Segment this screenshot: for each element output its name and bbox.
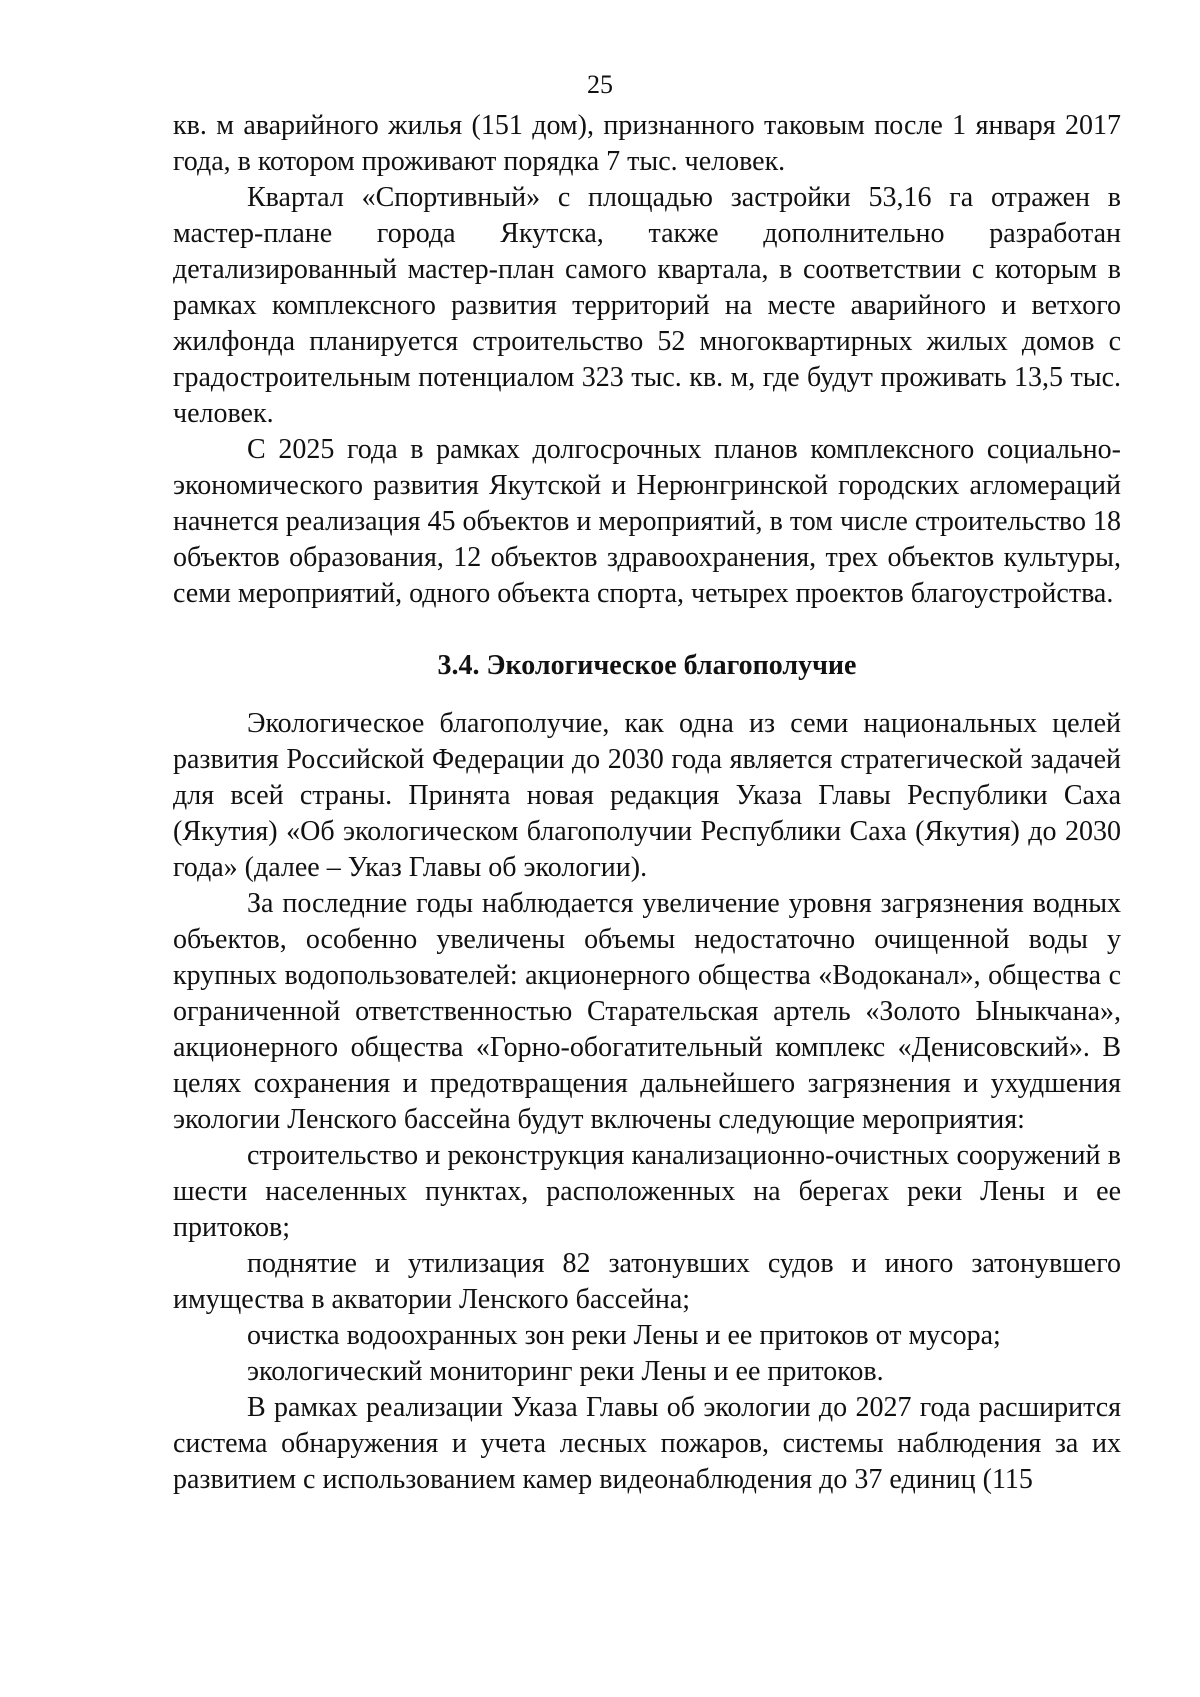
paragraph: кв. м аварийного жилья (151 дом), признанного таковым после 1 января 2017 года, в котором проживают порядка 7 тыс. человек. bbox=[173, 110, 1121, 177]
list-item: строительство и реконструкция канализационно-очистных сооружений в шести населенных пунктах, расположенных на берегах реки Лены и ее притоков; bbox=[173, 1140, 1121, 1243]
page-number: 25 bbox=[587, 70, 613, 99]
list-item: экологический мониторинг реки Лены и ее притоков. bbox=[247, 1356, 884, 1387]
section-text-housing bbox=[173, 108, 1121, 612]
paragraph: С 2025 года в рамках долгосрочных планов комплексного социально-экономического развития Якутской и Нерюнгринской городских агломераций начнется реализация 45 объектов и мероприятий, в том числе строительство 18 объектов образования, 12 объектов здравоохранения, трех объектов культуры, семи мероприятий, одного объекта спорта, четырех проектов благоустройства. bbox=[173, 434, 1121, 609]
list-item: очистка водоохранных зон реки Лены и ее притоков от мусора; bbox=[247, 1320, 1001, 1351]
section-text-ecology bbox=[173, 706, 1121, 1498]
list-item: поднятие и утилизация 82 затонувших судов и иного затонувшего имущества в акватории Ленского бассейна; bbox=[173, 1248, 1121, 1315]
paragraph: За последние годы наблюдается увеличение уровня загрязнения водных объектов, особенно увеличены объемы недостаточно очищенной воды у крупных водопользователей: акционерного общества «Водоканал», общества с ограниченной ответственностью Старательская артель «Золото Ыныкчана», акционерного общества «Горно-обогатительный комплекс «Денисовский». В целях сохранения и предотвращения дальнейшего загрязнения и ухудшения экологии Ленского бассейна будут включены следующие мероприятия: bbox=[173, 888, 1121, 1135]
paragraph: Квартал «Спортивный» с площадью застройки 53,16 га отражен в мастер-плане города Якутска, также дополнительно разработан детализированный мастер-план самого квартала, в соответствии с которым в рамках комплексного развития территорий на месте аварийного и ветхого жилфонда планируется строительство 52 многоквартирных жилых домов с градостроительным потенциалом 323 тыс. кв. м, где будут проживать 13,5 тыс. человек. bbox=[173, 182, 1121, 429]
section-heading: 3.4. Экологическое благополучие bbox=[437, 650, 857, 681]
paragraph: В рамках реализации Указа Главы об экологии до 2027 года расширится система обнаружения и учета лесных пожаров, системы наблюдения за их развитием с использованием камер видеонаблюдения до 37 единиц (115 bbox=[173, 1392, 1121, 1495]
section-heading-block bbox=[173, 648, 1121, 684]
paragraph: Экологическое благополучие, как одна из семи национальных целей развития Российской Федерации до 2030 года является стратегической задачей для всей страны. Принята новая редакция Указа Главы Республики Саха (Якутия) «Об экологическом благополучии Республики Саха (Якутия) до 2030 года» (далее – Указ Главы об экологии). bbox=[173, 708, 1121, 883]
